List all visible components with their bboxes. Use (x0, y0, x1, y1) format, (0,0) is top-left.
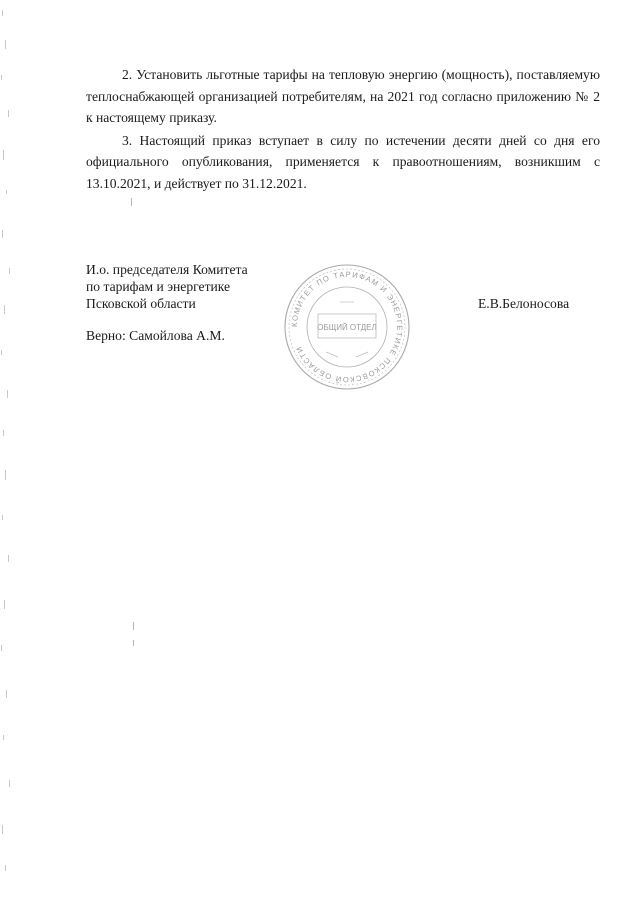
signatory-title (86, 261, 248, 312)
signatory-title-line: Псковской области (86, 296, 196, 311)
scan-mark (131, 198, 132, 206)
signatory-name: Е.В.Белоносова (478, 296, 570, 311)
scan-mark (133, 640, 134, 646)
svg-text:КОМИТЕТ ПО ТАРИФАМ И ЭНЕРГЕТИК: КОМИТЕТ ПО ТАРИФАМ И ЭНЕРГЕТИКЕ ПСКОВСКОЙ ОБЛАСТИ (289, 269, 405, 385)
signatory-title-line: И.о. председателя Комитета (86, 262, 248, 277)
paragraph-2: 2. Установить льготные тарифы на тепловую энергию (мощность), поставляемую теплоснабжающей организацией потребителям, на 2021 год согласно приложению № 2 к настоящему приказу. (86, 67, 600, 125)
scan-mark (133, 622, 134, 630)
official-seal (282, 262, 412, 392)
verified-copy-note: Верно: Самойлова А.М. (86, 328, 225, 343)
signatory-title-line: по тарифам и энергетике (86, 279, 231, 294)
svg-text:ОБЩИЙ ОТДЕЛ: ОБЩИЙ ОТДЕЛ (317, 323, 377, 332)
scan-edge-noise (0, 0, 14, 905)
order-body (86, 64, 600, 195)
paragraph-3: 3. Настоящий приказ вступает в силу по истечении десяти дней со дня его официального опубликования, применяется к правоотношениям, возникшим с 13.10.2021, и действует по 31.12.2021. (86, 132, 600, 191)
